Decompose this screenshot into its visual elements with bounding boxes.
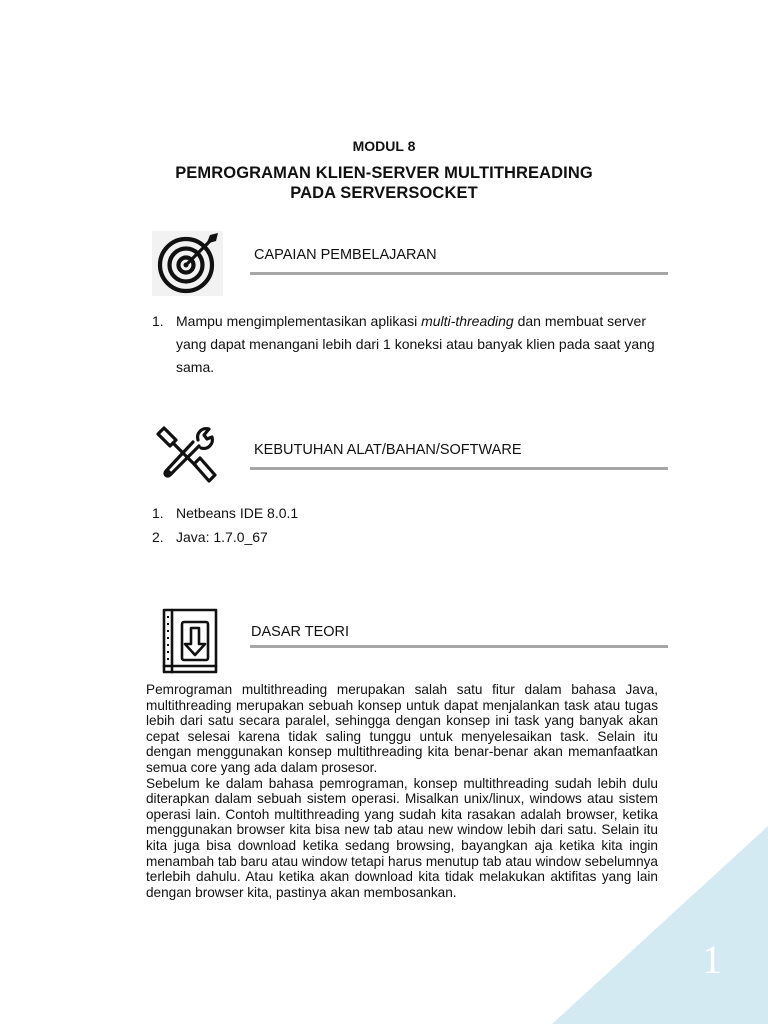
page-title-line-1: PEMROGRAMAN KLIEN-SERVER MULTITHREADING bbox=[175, 164, 593, 182]
list-item bbox=[152, 310, 672, 379]
list-text: Mampu mengimplementasikan aplikasi bbox=[176, 313, 422, 329]
page-title-line-2: PADA SERVERSOCKET bbox=[290, 184, 478, 202]
tools-icon bbox=[152, 424, 222, 490]
section-divider bbox=[250, 645, 668, 648]
outcome-list bbox=[152, 310, 672, 379]
list-item bbox=[152, 501, 298, 525]
page-title bbox=[0, 163, 768, 203]
book-download-icon bbox=[156, 606, 226, 678]
theory-paragraph: Pemrograman multithreading merupakan salah satu fitur dalam bahasa Java, multithreading merupakan sebuah konsep untuk dapat menjalankan task atau tugas lebih dari satu secara paralel, sehingga dengan konsep ini task yang banyak akan cepat selesai karena tidak saling tunggu untuk menyelesaikan task. Selain itu dengan menggunakan konsep multithreading kita benar-benar akan memanfaatkan semua core yang ada dalam prosesor. bbox=[146, 682, 658, 775]
theory-paragraph: Sebelum ke dalam bahasa pemrograman, konsep multithreading sudah lebih dulu diterapkan dalam sebuah sistem operasi. Misalkan unix/linux, windows atau sistem operasi lain. Contoh multithreading yang sudah kita rasakan adalah browser, ketika menggunakan browser kita bisa new tab atau new window lebih dari satu. Selain itu kita juga bisa download ketika sedang browsing, bayangkan aja ketika kita ingin menambah tab baru atau window tetapi harus menutup tab atau window sebelumnya terlebih dahulu. Atau ketika akan download kita tidak melakukan aktifitas yang lain dengan browser kita, pastinya akan membosankan. bbox=[146, 775, 658, 900]
tools-list bbox=[152, 501, 298, 549]
section-heading-outcomes: CAPAIAN PEMBELAJARAN bbox=[254, 247, 437, 263]
list-number: 2. bbox=[152, 529, 164, 545]
list-text: Netbeans IDE 8.0.1 bbox=[176, 505, 299, 521]
section-heading-theory: DASAR TEORI bbox=[251, 624, 350, 640]
section-divider bbox=[250, 467, 668, 470]
module-label: MODUL 8 bbox=[352, 138, 416, 154]
page-number: 1 bbox=[702, 937, 722, 982]
list-text-italic: multi-threading bbox=[421, 313, 514, 329]
list-number: 1. bbox=[152, 313, 164, 329]
target-icon bbox=[152, 231, 223, 296]
list-text: Java: 1.7.0_67 bbox=[176, 529, 268, 545]
section-divider bbox=[250, 272, 668, 275]
theory-body bbox=[146, 682, 658, 900]
section-heading-tools: KEBUTUHAN ALAT/BAHAN/SOFTWARE bbox=[254, 442, 522, 458]
list-item bbox=[152, 525, 298, 549]
list-text: dan membuat server yang dapat menangani lebih dari 1 koneksi atau banyak klien pada saat yang sama. bbox=[176, 313, 655, 375]
list-number: 1. bbox=[152, 505, 164, 521]
